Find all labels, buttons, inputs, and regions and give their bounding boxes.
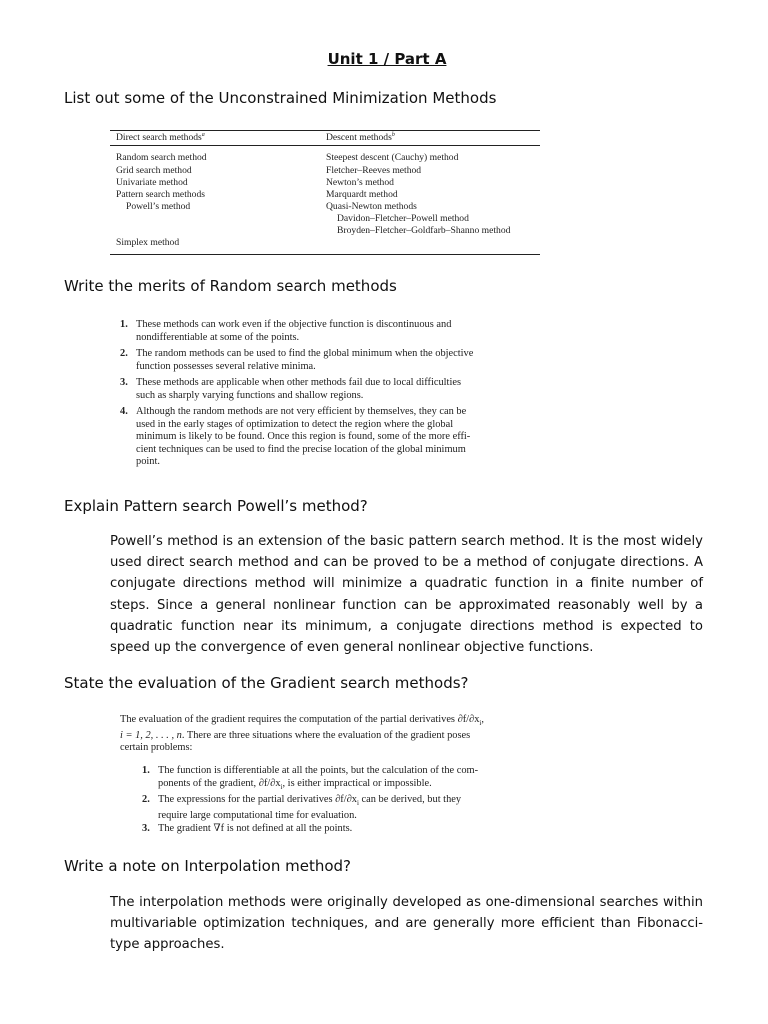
table-cell: Univariate method: [116, 177, 188, 188]
list-number: 4.: [120, 406, 128, 417]
question-heading: Explain Pattern search Powell’s method?: [64, 497, 368, 515]
list-number: 3.: [120, 377, 128, 388]
table-cell: Random search method: [116, 152, 207, 163]
page-title: Unit 1 / Part A: [327, 50, 447, 68]
table-cell: Simplex method: [116, 237, 180, 248]
table-header-descent: Descent methods$^b$: [326, 131, 395, 143]
list-item: The function is differentiable at all the points, but the calculation of the com- ponents of the gradient, $\partial f/\partial x_i$, is either impractical or impossible.: [158, 765, 479, 791]
list-item: The random methods can be used to find the global minimum when the objective function possesses several relative minima.: [136, 348, 474, 372]
list-item: These methods are applicable when other methods fail due to local difficulties such as sharply varying functions and shallow regions.: [136, 377, 461, 401]
list-item: The gradient ∇f is not defined at all the points.: [158, 823, 353, 834]
table-cell: Marquardt method: [326, 189, 398, 200]
table-header-direct: Direct search methods$^a$: [116, 131, 205, 143]
merits-list: [120, 319, 530, 479]
table-cell: Quasi-Newton methods: [326, 201, 417, 212]
table-cell: Grid search method: [116, 165, 192, 176]
table-cell: Newton’s method: [326, 177, 394, 188]
table-cell: Fletcher–Reeves method: [326, 165, 422, 176]
table-bottom-rule: [110, 254, 540, 255]
list-number: 1.: [120, 319, 128, 330]
interpolation-paragraph: The interpolation methods were originally developed as one-dimensional searches within multivariable optimization techniques, and are generally more efficient than Fibonacci-type approaches.: [110, 895, 703, 953]
table-cell: Pattern search methods: [116, 189, 205, 200]
list-number: 2.: [120, 348, 128, 359]
question-heading: Write a note on Interpolation method?: [64, 857, 351, 875]
question-heading: Write the merits of Random search methods: [64, 277, 397, 295]
table-cell: Broyden–Fletcher–Goldfarb–Shanno method: [337, 225, 511, 236]
list-number: 3.: [142, 823, 150, 834]
gradient-block: [120, 714, 560, 840]
table-cell: Davidon–Fletcher–Powell method: [337, 213, 469, 224]
list-item: Although the random methods are not very efficient by themselves, they can be used in the early stages of optimization to detect the region where the global minimum is likely to be found. Once this region is found, some of the more effi- cient techniques can be used to find the precise location of the global minimum point.: [136, 406, 471, 468]
list-number: 2.: [142, 794, 150, 805]
question-heading: List out some of the Unconstrained Minimization Methods: [64, 89, 497, 107]
list-number: 1.: [142, 765, 150, 776]
table-cell: Steepest descent (Cauchy) method: [326, 152, 459, 163]
question-heading: State the evaluation of the Gradient search methods?: [64, 674, 469, 692]
list-item: These methods can work even if the objective function is discontinuous and nondifferentiable at some of the points.: [136, 319, 452, 343]
table-cell: Powell’s method: [126, 201, 191, 212]
powell-paragraph: Powell’s method is an extension of the basic pattern search method. It is the most widely used direct search method and can be proved to be a method of conjugate directions. A conjugate directions method will minimize a quadratic function in a finite number of steps. Since a general nonlinear function can be approximated reasonably well by a quadratic function near its minimum, a conjugate directions method is expected to speed up the convergence of even general nonlinear objective functions.: [110, 534, 703, 656]
gradient-intro: The evaluation of the gradient requires the computation of the partial derivatives $\partial f/\partial x_i$, i = 1, 2, . . . , n. There are three situations where the evaluation of the gradient poses certain problems:: [120, 714, 484, 754]
list-item: The expressions for the partial derivatives $\partial f/\partial x_i$ can be derived, but they require large computational time for evaluation.: [158, 794, 462, 821]
